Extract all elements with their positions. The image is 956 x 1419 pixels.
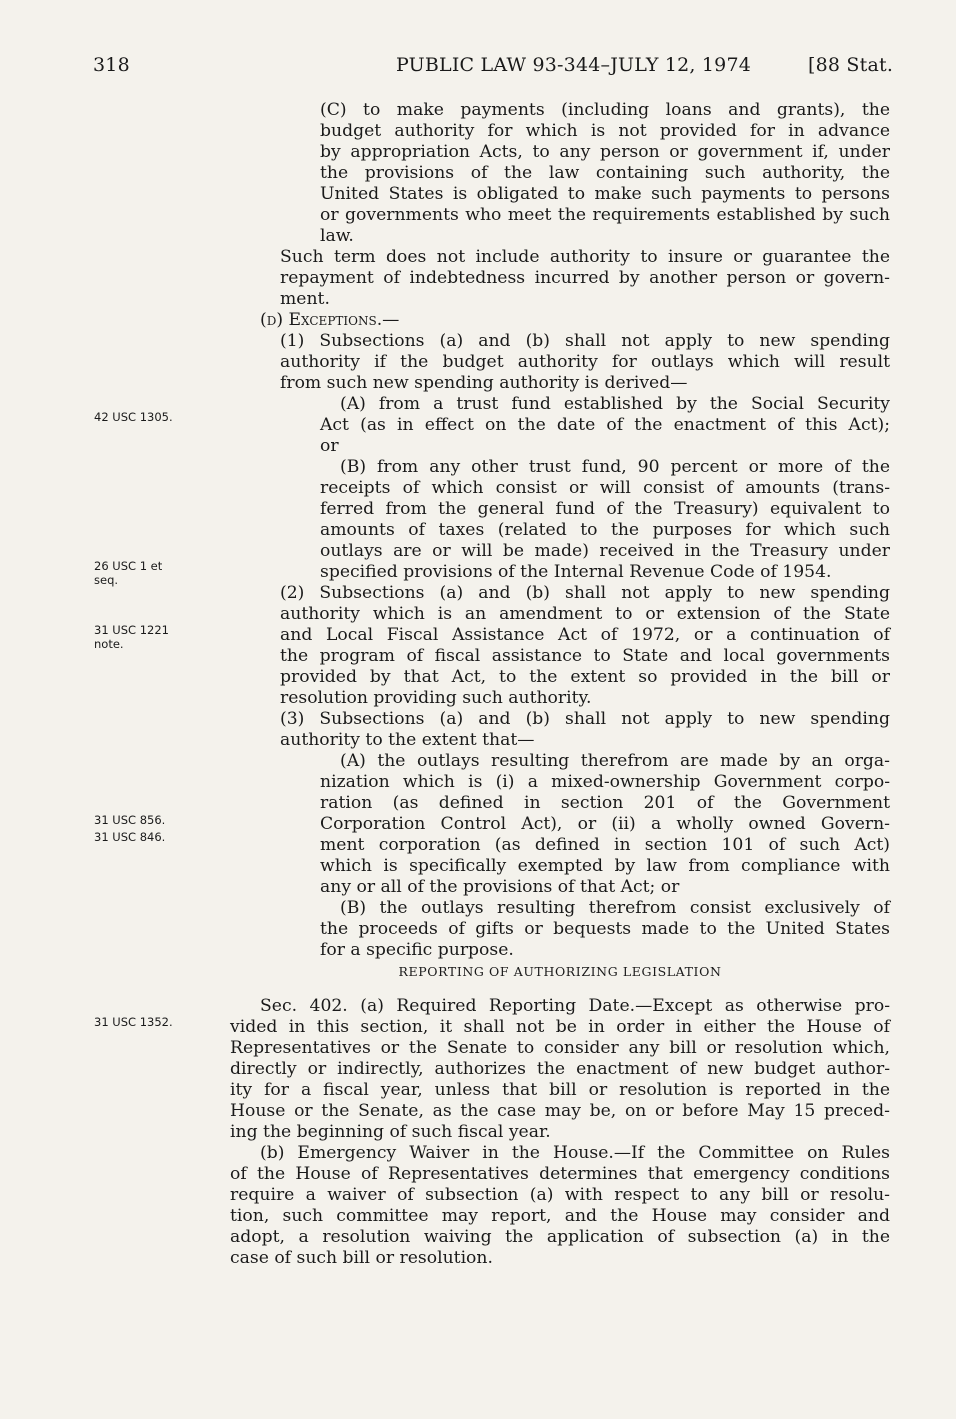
text-line: or bbox=[320, 436, 339, 456]
text-line: nization which is (i) a mixed-ownership Government corpo- bbox=[320, 772, 890, 792]
margin-note-31-usc-1352: 31 USC 1352. bbox=[94, 1015, 173, 1029]
margin-note-31-usc-1221: 31 USC 1221 bbox=[94, 623, 169, 637]
text-line: of the House of Representatives determines that emergency conditions bbox=[230, 1164, 890, 1184]
text-line: (2) Subsections (a) and (b) shall not apply to new spending bbox=[280, 583, 890, 603]
text-line: directly or indirectly, authorizes the enactment of new budget author- bbox=[230, 1059, 890, 1079]
text-line: (C) to make payments (including loans and grants), the bbox=[320, 100, 890, 120]
text-line: (A) the outlays resulting therefrom are made by an orga- bbox=[340, 751, 890, 771]
margin-note-42-usc-1305: 42 USC 1305. bbox=[94, 410, 173, 424]
text-line: amounts of taxes (related to the purposes for which such bbox=[320, 520, 890, 540]
text-line: receipts of which consist or will consist of amounts (trans- bbox=[320, 478, 890, 498]
text-line: (A) from a trust fund established by the Social Security bbox=[340, 394, 890, 414]
page-number: 318 bbox=[93, 54, 130, 76]
text-line: ment. bbox=[280, 289, 330, 309]
text-line: Representatives or the Senate to consider any bill or resolution which, bbox=[230, 1038, 890, 1058]
text-line: require a waiver of subsection (a) with respect to any bill or resolu- bbox=[230, 1185, 890, 1205]
text-line: any or all of the provisions of that Act; or bbox=[320, 877, 680, 897]
text-line: ing the beginning of such fiscal year. bbox=[230, 1122, 551, 1142]
margin-note-31-usc-856: 31 USC 856. bbox=[94, 813, 166, 827]
statute-body bbox=[230, 100, 890, 1269]
text-line: by appropriation Acts, to any person or government if, under bbox=[320, 142, 890, 162]
statute-reference: [88 Stat. bbox=[808, 54, 894, 76]
text-line: Act (as in effect on the date of the enactment of this Act); bbox=[320, 415, 890, 435]
section-heading: REPORTING OF AUTHORIZING LEGISLATION bbox=[398, 964, 722, 979]
text-line: the program of fiscal assistance to State and local governments bbox=[280, 646, 890, 666]
text-line: adopt, a resolution waiving the application of subsection (a) in the bbox=[230, 1227, 890, 1247]
text-line: ration (as defined in section 201 of the Government bbox=[320, 793, 890, 813]
text-line: outlays are or will be made) received in the Treasury under bbox=[320, 541, 890, 561]
margin-note-31-usc-846: 31 USC 846. bbox=[94, 830, 166, 844]
margin-note-31-usc-1221-note: note. bbox=[94, 637, 124, 651]
text-line: tion, such committee may report, and the House may consider and bbox=[230, 1206, 890, 1226]
text-line: authority which is an amendment to or extension of the State bbox=[280, 604, 890, 624]
text-line: ferred from the general fund of the Treasury) equivalent to bbox=[320, 499, 890, 519]
text-line: or governments who meet the requirements established by such bbox=[320, 205, 890, 225]
text-line: budget authority for which is not provided for in advance bbox=[320, 121, 890, 141]
text-line: Sec. 402. (a) Required Reporting Date.—Except as otherwise pro- bbox=[260, 996, 890, 1016]
text-line: repayment of indebtedness incurred by another person or govern- bbox=[280, 268, 890, 288]
text-line: (B) the outlays resulting therefrom consist exclusively of bbox=[340, 898, 890, 918]
margin-note-26-usc-1: 26 USC 1 et bbox=[94, 559, 163, 573]
text-line: authority to the extent that— bbox=[280, 730, 535, 750]
text-line: ity for a fiscal year, unless that bill or resolution is reported in the bbox=[230, 1080, 890, 1100]
text-line: for a specific purpose. bbox=[320, 940, 514, 960]
running-title: PUBLIC LAW 93-344–JULY 12, 1974 bbox=[396, 54, 752, 76]
text-line: (b) Emergency Waiver in the House.—If the Committee on Rules bbox=[260, 1143, 890, 1163]
text-line: law. bbox=[320, 226, 354, 246]
text-line: provided by that Act, to the extent so provided in the bill or bbox=[280, 667, 890, 687]
text-line: authority if the budget authority for outlays which will result bbox=[280, 352, 890, 372]
text-line: (B) from any other trust fund, 90 percent or more of the bbox=[340, 457, 890, 477]
subsection-heading: (d) Exceptions.— bbox=[260, 310, 400, 330]
text-line: vided in this section, it shall not be in order in either the House of bbox=[230, 1017, 890, 1037]
text-line: specified provisions of the Internal Revenue Code of 1954. bbox=[320, 562, 832, 582]
text-line: Such term does not include authority to insure or guarantee the bbox=[280, 247, 890, 267]
text-line: Corporation Control Act), or (ii) a wholly owned Govern- bbox=[320, 814, 890, 834]
text-line: (3) Subsections (a) and (b) shall not apply to new spending bbox=[280, 709, 890, 729]
text-line: and Local Fiscal Assistance Act of 1972, or a continuation of bbox=[280, 625, 890, 645]
text-line: which is specifically exempted by law from compliance with bbox=[320, 856, 890, 876]
text-line: case of such bill or resolution. bbox=[230, 1248, 493, 1268]
text-line: (1) Subsections (a) and (b) shall not apply to new spending bbox=[280, 331, 890, 351]
text-line: from such new spending authority is derived— bbox=[280, 373, 688, 393]
text-line: the proceeds of gifts or bequests made to the United States bbox=[320, 919, 890, 939]
margin-note-26-usc-1-seq: seq. bbox=[94, 573, 119, 587]
text-line: ment corporation (as defined in section 101 of such Act) bbox=[320, 835, 890, 855]
text-line: resolution providing such authority. bbox=[280, 688, 592, 708]
text-line: the provisions of the law containing such authority, the bbox=[320, 163, 890, 183]
text-line: House or the Senate, as the case may be, on or before May 15 preced- bbox=[230, 1101, 890, 1121]
text-line: United States is obligated to make such payments to persons bbox=[320, 184, 890, 204]
